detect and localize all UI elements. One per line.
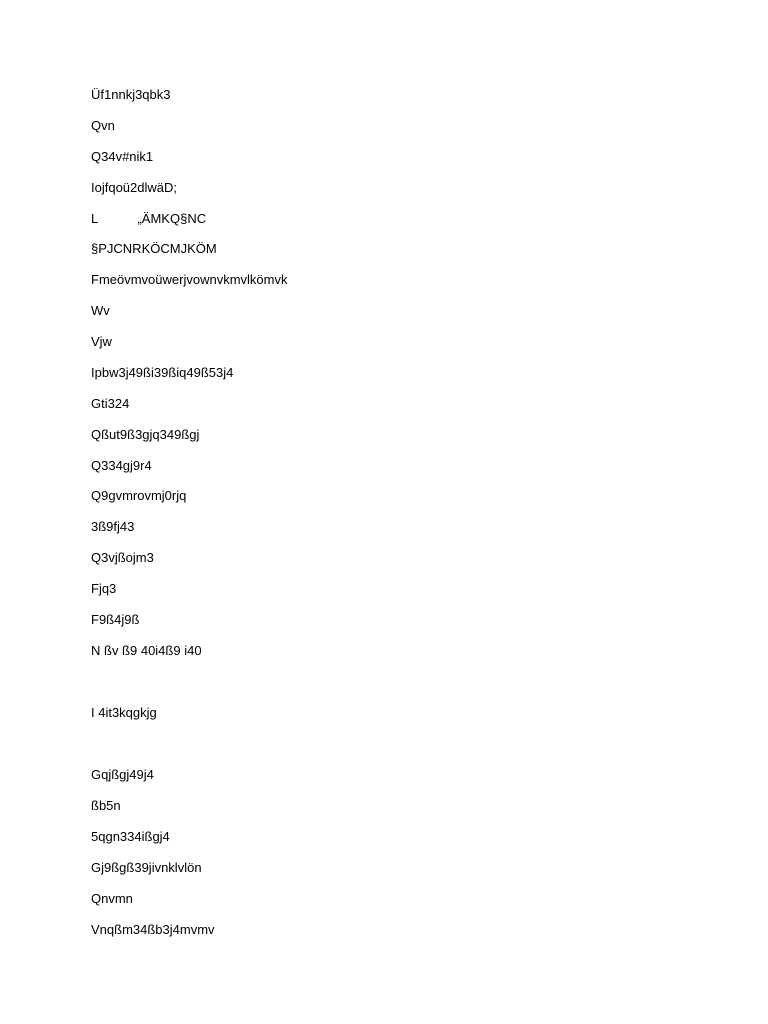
- text-line: Ipbw3j49ßi39ßiq49ß53j4: [91, 365, 234, 380]
- text-line: Qßut9ß3gjq349ßgj: [91, 427, 200, 442]
- text-line: Q3vjßojm3: [91, 550, 154, 565]
- text-line: Gqjßgj49j4: [91, 767, 154, 782]
- text-line: Fmeövmvoüwerjvownvkmvlkömvk: [91, 272, 288, 287]
- text-line: Q9gvmrovmj0rjq: [91, 488, 187, 503]
- text-line: Qvn: [91, 118, 115, 133]
- text-line: 5qgn334ißgj4: [91, 829, 170, 844]
- text-line: Vjw: [91, 334, 112, 349]
- text-line: ßb5n: [91, 798, 121, 813]
- text-line: L „ÄMKQ§NC: [91, 211, 207, 226]
- text-line: Iojfqoü2dlwäD;: [91, 180, 177, 195]
- text-line: Vnqßm34ßb3j4mvmv: [91, 922, 215, 937]
- text-line: Q34v#nik1: [91, 149, 154, 164]
- text-line: I 4it3kqgkjg: [91, 705, 157, 720]
- text-line: Q334gj9r4: [91, 458, 152, 473]
- text-line: Üf1nnkj3qbk3: [91, 87, 171, 102]
- text-line: Gj9ßgß39jivnklvlön: [91, 860, 202, 875]
- text-line: §PJCNRKÖCMJKÖM: [91, 241, 217, 256]
- text-line: Qnvmn: [91, 891, 133, 906]
- text-line: Fjq3: [91, 581, 117, 596]
- text-line: F9ß4j9ß: [91, 612, 140, 627]
- text-line: N ßv ß9 40i4ß9 i40: [91, 643, 202, 658]
- text-line: 3ß9fj43: [91, 519, 135, 534]
- text-line: Gti324: [91, 396, 130, 411]
- text-line: Wv: [91, 303, 110, 318]
